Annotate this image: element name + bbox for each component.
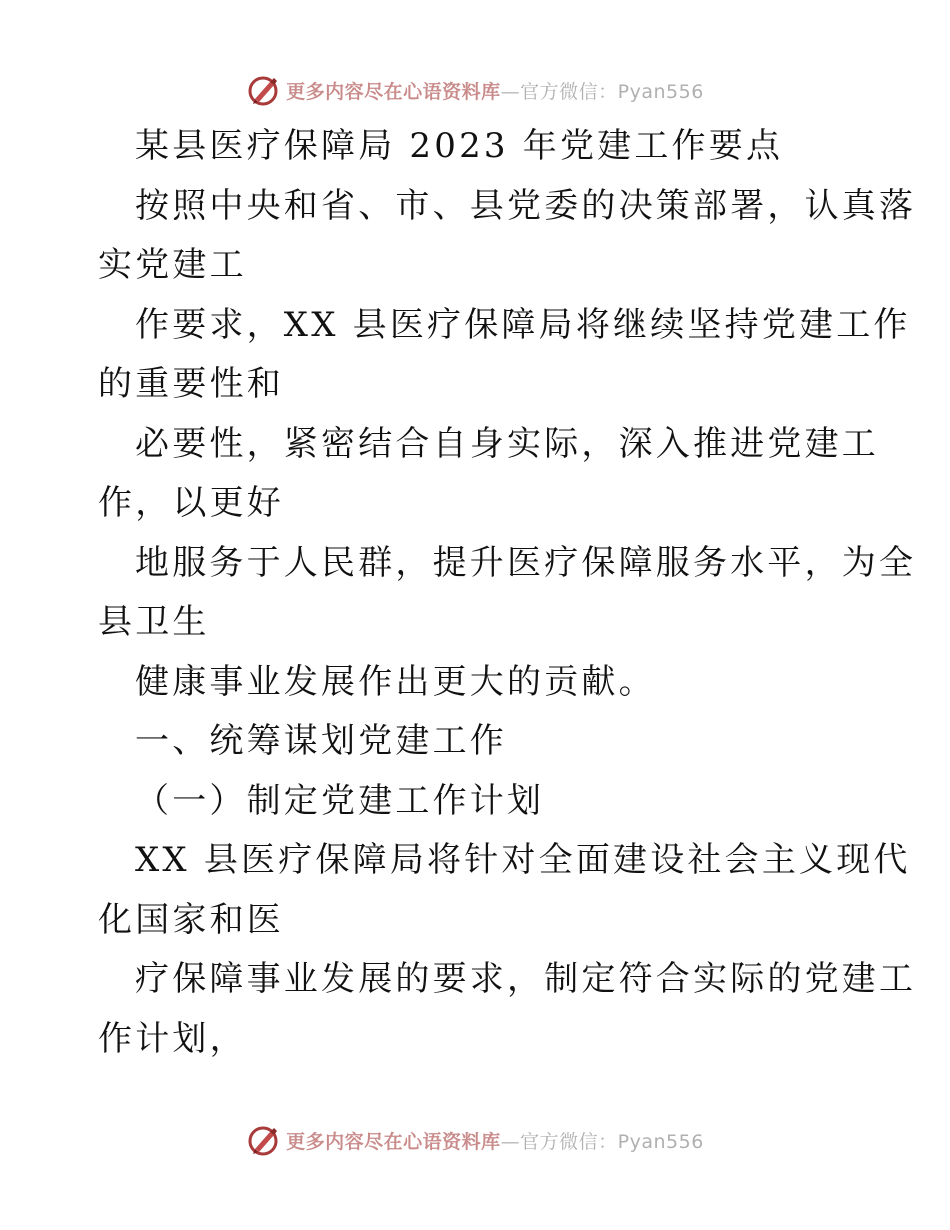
watermark-separator: — bbox=[500, 1130, 521, 1153]
watermark-brand: 更多内容尽在心语资料库 bbox=[286, 80, 501, 103]
watermark-text bbox=[286, 77, 704, 104]
paragraph-line: 的重要性和 bbox=[98, 364, 284, 404]
paragraph-line: 实党建工 bbox=[98, 245, 247, 285]
watermark-contact: 官方微信：Pyan556 bbox=[520, 1130, 704, 1153]
subsection-heading: （一）制定党建工作计划 bbox=[135, 780, 545, 821]
paragraph-line: 必要性，紧密结合自身实际，深入推进党建工 bbox=[135, 423, 879, 464]
document-body bbox=[98, 117, 917, 1069]
watermark-brand: 更多内容尽在心语资料库 bbox=[286, 1130, 501, 1153]
paragraph-line: 地服务于人民群，提升医疗保障服务水平，为全 bbox=[135, 542, 917, 583]
watermark-footer bbox=[0, 1120, 950, 1160]
section-heading: 一、统筹谋划党建工作 bbox=[135, 721, 507, 761]
pen-logo-icon bbox=[246, 1122, 282, 1158]
watermark-separator: — bbox=[500, 80, 521, 103]
watermark-contact: 官方微信：Pyan556 bbox=[520, 80, 704, 103]
paragraph-line: 化国家和医 bbox=[98, 899, 284, 940]
paragraph-line: 疗保障事业发展的要求，制定符合实际的党建工 bbox=[135, 959, 917, 999]
paragraph-line: 按照中央和省、市、县党委的决策部署，认真落 bbox=[135, 185, 917, 226]
paragraph-line: 县卫生 bbox=[98, 602, 210, 642]
watermark-header bbox=[0, 70, 950, 110]
pen-logo-icon bbox=[246, 72, 282, 108]
paragraph-line: XX 县医疗保障局将针对全面建设社会主义现代 bbox=[135, 840, 911, 880]
paragraph-line: 健康事业发展作出更大的贡献。 bbox=[135, 661, 656, 702]
watermark-text bbox=[286, 1127, 704, 1154]
paragraph-line: 作计划， bbox=[98, 1018, 247, 1059]
paragraph-line: 作要求，XX 县医疗保障局将继续坚持党建工作 bbox=[135, 304, 911, 345]
document-title: 某县医疗保障局 2023 年党建工作要点 bbox=[135, 126, 784, 166]
paragraph-line: 作，以更好 bbox=[98, 483, 284, 523]
